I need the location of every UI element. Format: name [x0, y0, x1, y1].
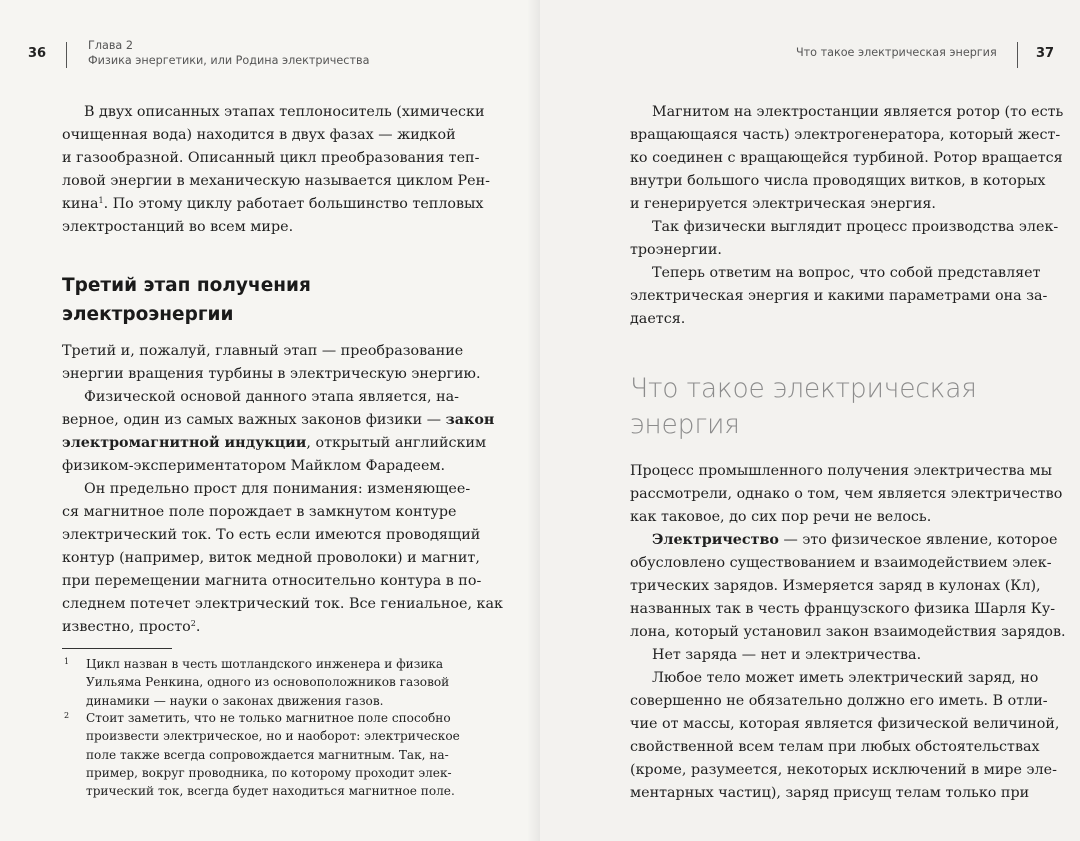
text-line: очищенная вода) находится в двух фазах — жидкой	[62, 127, 456, 143]
text-line: внутри большого числа проводящих витков, в которых	[630, 173, 1046, 189]
text-line: В двух описанных этапах теплоноситель (химически	[84, 104, 485, 120]
text-line: физиком-экспериментатором Майклом Фарадеем.	[62, 458, 446, 474]
text-line: и генерируется электрическая энергия.	[630, 196, 936, 212]
intro-paragraph	[62, 101, 490, 239]
term-bold: электромагнитной индукции	[62, 435, 307, 451]
text-line: ко соединен с вращающейся турбиной. Ротор вращается	[630, 150, 1063, 166]
text-line: чие от массы, которая является физической величиной,	[630, 716, 1060, 732]
page-number: 37	[1036, 46, 1055, 61]
header-divider	[1017, 42, 1018, 68]
right-page	[540, 0, 1080, 841]
text-line: троэнергии.	[630, 242, 722, 258]
text-line: и газообразной. Описанный цикл преобразования теп-	[62, 150, 480, 166]
text-line: электрическая энергия и какими параметрами она за-	[630, 288, 1048, 304]
text-line: обусловлено существованием и взаимодействием элек-	[630, 555, 1052, 571]
footnote-ref[interactable]: 1	[98, 196, 104, 205]
top-paragraphs	[630, 101, 1063, 331]
text-line: при перемещении магнита относительно контура в по-	[62, 573, 482, 589]
text-line: энергии вращения турбины в электрическую энергию.	[62, 366, 481, 382]
text-line: рассмотрели, однако о том, чем является электричество	[630, 486, 1063, 502]
footnote-mark: 2	[64, 711, 70, 720]
running-head-chapter: Глава 2	[88, 39, 133, 52]
footnote-rule	[62, 648, 172, 649]
chapter-heading: Что такое электрическая энергия	[630, 373, 977, 440]
text-line: ментарных частиц), заряд присущ телам только при	[630, 785, 1030, 801]
running-head-title: Физика энергетики, или Родина электричества	[88, 54, 370, 67]
text-line: известно, просто$^2$.	[62, 619, 201, 635]
text-line: Нет заряда — нет и электричества.	[652, 647, 922, 663]
section-heading: Третий этап получения электроэнергии	[62, 275, 311, 325]
term-bold: Электричество	[652, 532, 779, 548]
text-line: совершенно не обязательно должно его иметь. В отли-	[630, 693, 1048, 709]
text-line: свойственной всем телам при любых обстоятельствах	[630, 739, 1040, 755]
section-body	[630, 460, 1066, 805]
text-line: верное, один из самых важных законов физики — закон	[62, 412, 495, 428]
running-head: Что такое электрическая энергия	[796, 46, 997, 59]
footnote-2: 2 Стоит заметить, что не только магнитное поле способно произвести электрическое, но и наоборот: электрическое поле также всегда сопровождается магнитным. Так, на- пример, вокруг проводника, по которому проходит элек- трический ток, всегда будет находиться магнитное поле.	[86, 709, 460, 800]
text-line: Теперь ответим на вопрос, что собой представляет	[652, 265, 1041, 281]
text-line: Любое тело может иметь электрический заряд, но	[652, 670, 1039, 686]
text-line: Так физически выглядит процесс производства элек-	[652, 219, 1059, 235]
text-line: Магнитом на электростанции является ротор (то есть	[652, 104, 1064, 120]
text-line: Третий и, пожалуй, главный этап — преобразование	[62, 343, 464, 359]
text-line: трических зарядов. Измеряется заряд в кулонах (Кл),	[630, 578, 1041, 594]
text-line: электрический ток. То есть если имеются проводящий	[62, 527, 481, 543]
text-line: электромагнитной индукции, открытый английским	[62, 435, 487, 451]
text-line: электростанций во всем мире.	[62, 219, 294, 235]
footnote-1: 1 Цикл назван в честь шотландского инженера и физика Уильяма Ренкина, одного из основоположников газовой динамики — науки о законах движения газов.	[86, 655, 449, 710]
text-line: Процесс промышленного получения электричества мы	[630, 463, 1053, 479]
text-line: вращающаяся часть) электрогенератора, который жест-	[630, 127, 1061, 143]
header-divider	[66, 42, 67, 68]
text-line: ся магнитное поле порождает в замкнутом контуре	[62, 504, 457, 520]
term-bold: закон	[445, 412, 495, 428]
text-line: ловой энергии в механическую называется циклом Рен-	[62, 173, 490, 189]
text-line: названных так в честь французского физика Шарля Ку-	[630, 601, 1056, 617]
text-line: Электричество — это физическое явление, которое	[652, 532, 1058, 548]
text-line: (кроме, разумеется, некоторых исключений в мире эле-	[630, 762, 1057, 778]
text-line: дается.	[630, 311, 686, 327]
section-body	[62, 340, 503, 639]
text-line: кина$^1$. По этому циклу работает большинство тепловых	[62, 196, 484, 212]
text-line: как таковое, до сих пор речи не велось.	[630, 509, 932, 525]
text-line: следнем потечет электрический ток. Все гениальное, как	[62, 596, 503, 612]
text-line: Он предельно прост для понимания: изменяющее-	[84, 481, 471, 497]
footnote-mark: 1	[64, 657, 70, 666]
footnote-ref[interactable]: 2	[190, 619, 196, 628]
text-line: контур (например, виток медной проволоки) и магнит,	[62, 550, 480, 566]
text-line: Физической основой данного этапа является, на-	[84, 389, 459, 405]
text-line: лона, который установил закон взаимодействия зарядов.	[630, 624, 1066, 640]
page-number: 36	[28, 46, 47, 61]
